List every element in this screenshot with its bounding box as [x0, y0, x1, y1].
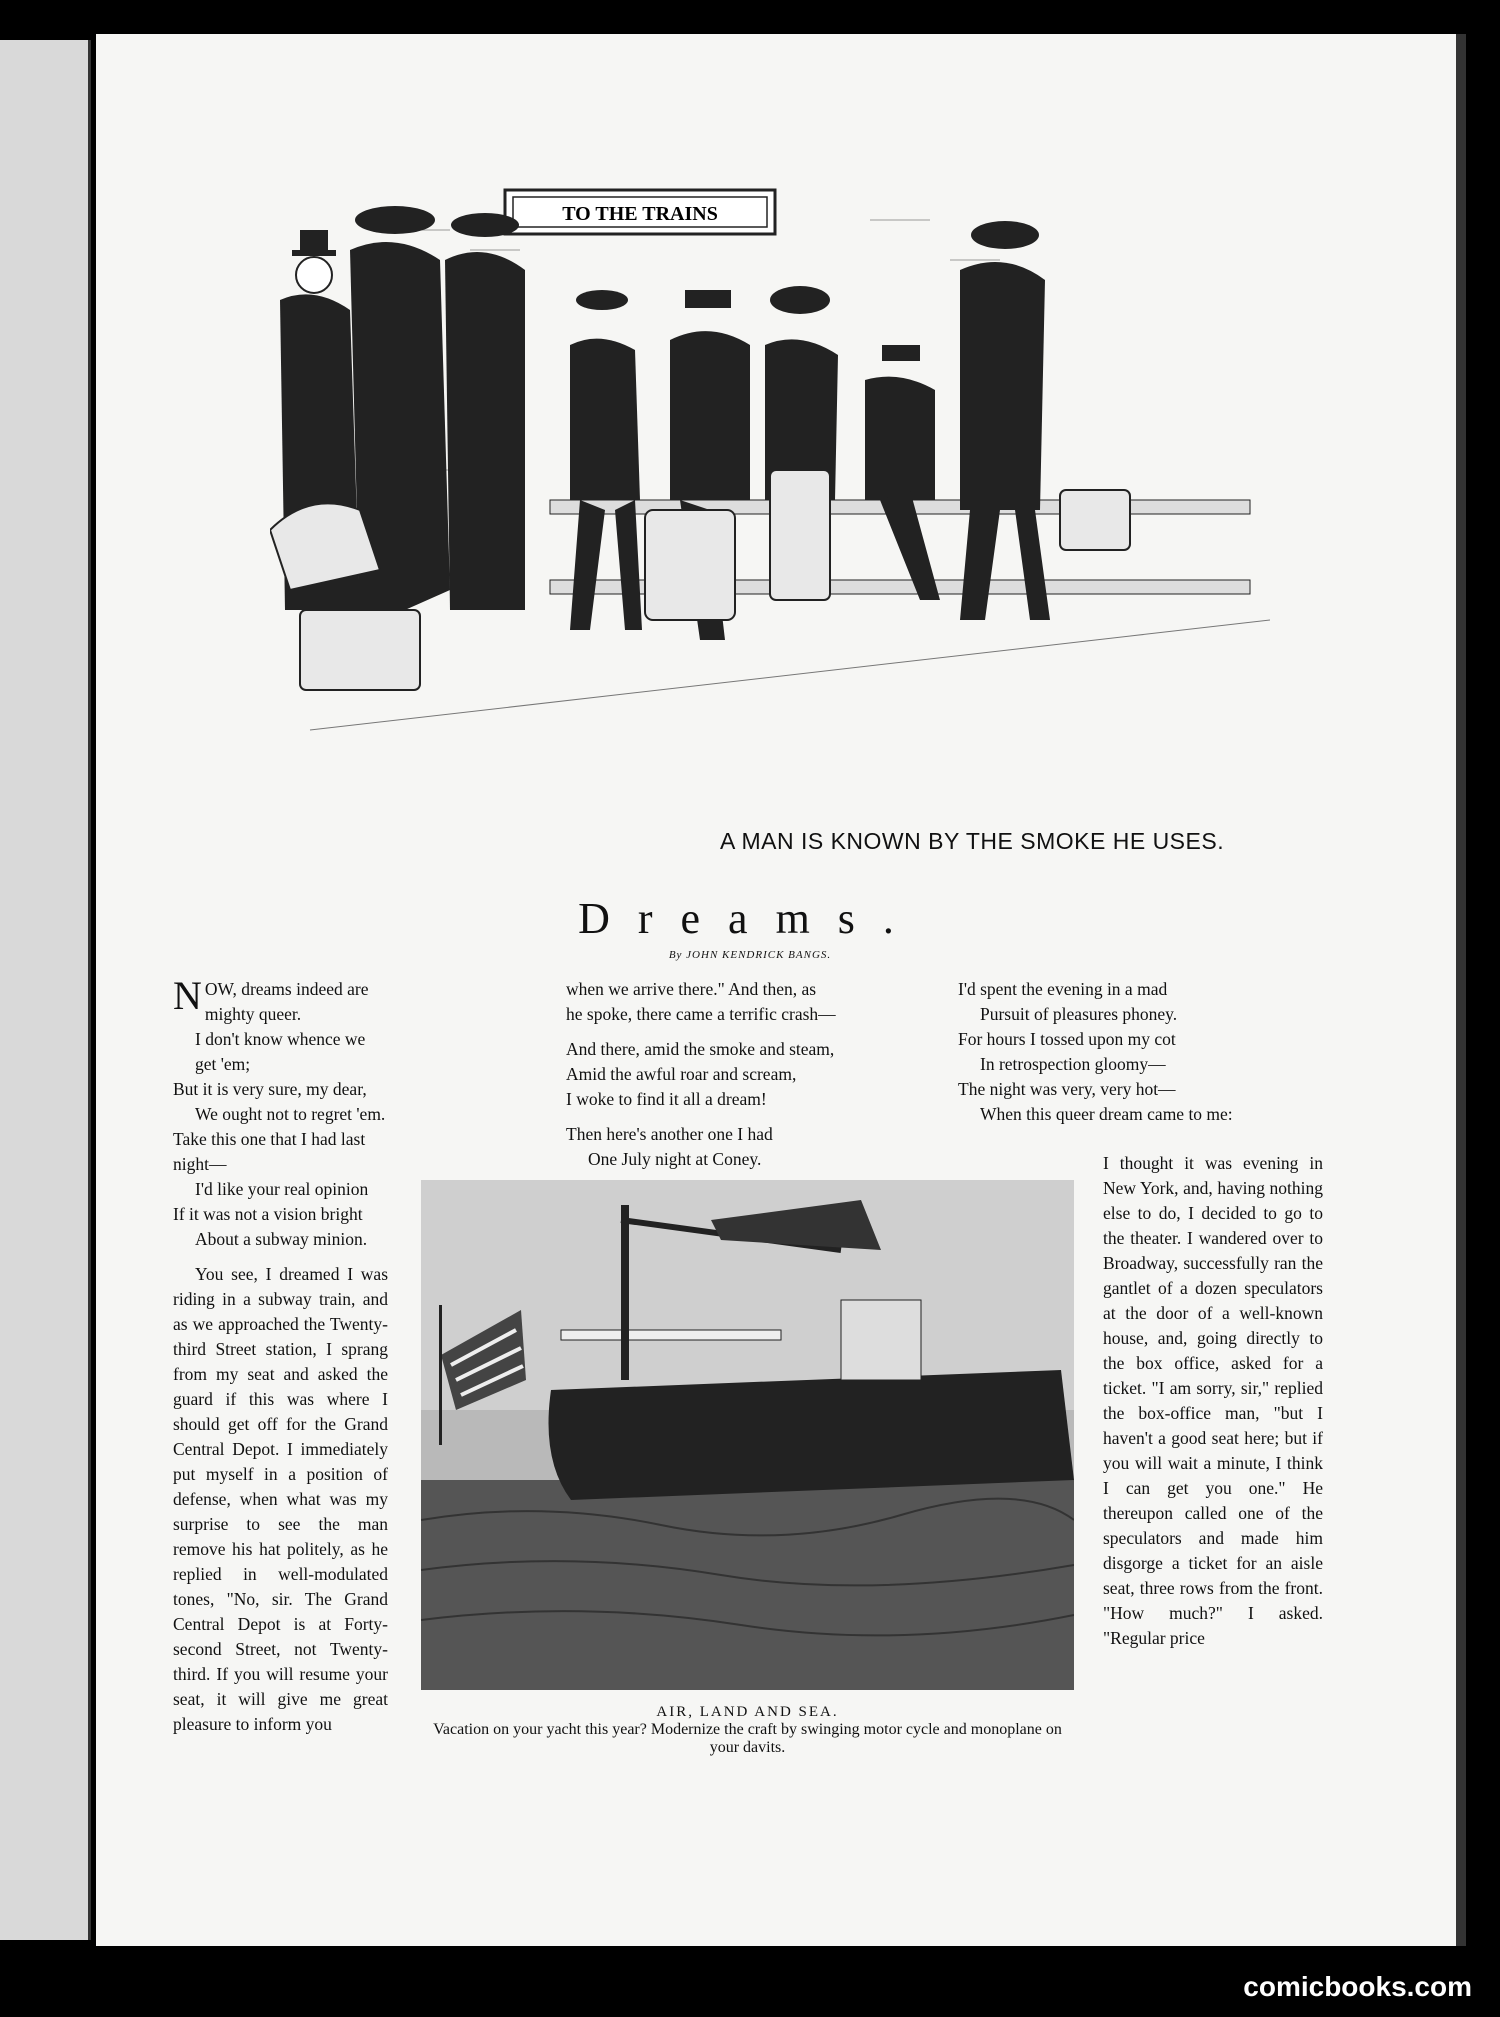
poem-line: If it was not a vision bright: [173, 1204, 363, 1224]
watermark: comicbooks.com: [1243, 1971, 1472, 2002]
left-page-edge: [0, 40, 91, 1940]
body-paragraph: You see, I dreamed I was riding in a subway train, and as we approached the Twenty-third Street station, I sprang from my seat and asked the guard if this was where I should get off for the Grand Central Depot. I immediately put myself in a position of defense, when what was my surprise to see the man remove his hat politely, as he replied in well-modulated tones, "No, sir. The Grand Central Depot is at Forty-second Street, not Twenty-third. If you will resume your seat, it will give me great pleasure to inform you: [173, 1264, 388, 1734]
poem-line: In retrospection gloomy—: [980, 1054, 1166, 1074]
photo-caption-text: Vacation on your yacht this year? Modernize the craft by swinging motor cycle and monoplane on your davits.: [433, 1721, 1062, 1756]
poem-line: The night was very, very hot—: [958, 1079, 1176, 1099]
poem-line: I woke to find it all a dream!: [566, 1089, 767, 1109]
poem-line: And there, amid the smoke and steam,: [566, 1039, 835, 1059]
body-line: he spoke, there came a terrific crash—: [566, 1004, 836, 1024]
column-1: [173, 973, 388, 1737]
poem-line: When this queer dream came to me:: [980, 1104, 1233, 1124]
poem-line: Then here's another one I had: [566, 1124, 773, 1144]
body-line: when we arrive there." And then, as: [566, 979, 817, 999]
poem-line: For hours I tossed upon my cot: [958, 1029, 1176, 1049]
photo-caption-title: AIR, LAND AND SEA.: [656, 1704, 839, 1720]
page-right-edge: [1456, 34, 1466, 1946]
article-title: Dreams.: [578, 894, 922, 943]
column-2: [566, 977, 934, 1172]
poem-line: Pursuit of pleasures phoney.: [980, 1004, 1178, 1024]
poem-line: Amid the awful roar and scream,: [566, 1064, 797, 1084]
sign-text: TO THE TRAINS: [562, 203, 718, 225]
article-byline: By JOHN KENDRICK BANGS.: [668, 949, 832, 961]
poem-line: About a subway minion.: [195, 1229, 368, 1249]
drop-cap: N: [173, 973, 202, 1018]
yacht-photo: [421, 1180, 1074, 1724]
poem-line: I'd like your real opinion: [195, 1179, 369, 1199]
poem-line: One July night at Coney.: [588, 1149, 762, 1169]
poem-line: Take this one that I had last night—: [173, 1129, 366, 1174]
poem-line: I'd spent the evening in a mad: [958, 979, 1168, 999]
poem-line: I don't know whence we get 'em;: [195, 1029, 366, 1074]
body-paragraph: I thought it was evening in New York, and, having nothing else to do, I decided to go to the theater. I wandered over to Broadway, successfully ran the gantlet of a dozen speculators at the door of a well-known house, and, going directly to the box office, asked for a ticket. "I am sorry, sir," replied the box-office man, "but I haven't a good seat here; but if you will wait a minute, I think I can get you one." He thereupon called one of the speculators and made him disgorge a ticket for an aisle seat, three rows from the front. "How much?" I asked. "Regular price: [1103, 1153, 1323, 1648]
cartoon-caption: A MAN IS KNOWN BY THE SMOKE HE USES.: [720, 828, 1225, 854]
cartoon-illustration: [270, 170, 1270, 870]
photo-caption: [421, 1703, 1074, 1757]
poem-line: We ought not to regret 'em.: [195, 1104, 386, 1124]
poem-line: But it is very sure, my dear,: [173, 1079, 367, 1099]
poem-line: OW, dreams indeed are mighty queer.: [204, 979, 369, 1024]
